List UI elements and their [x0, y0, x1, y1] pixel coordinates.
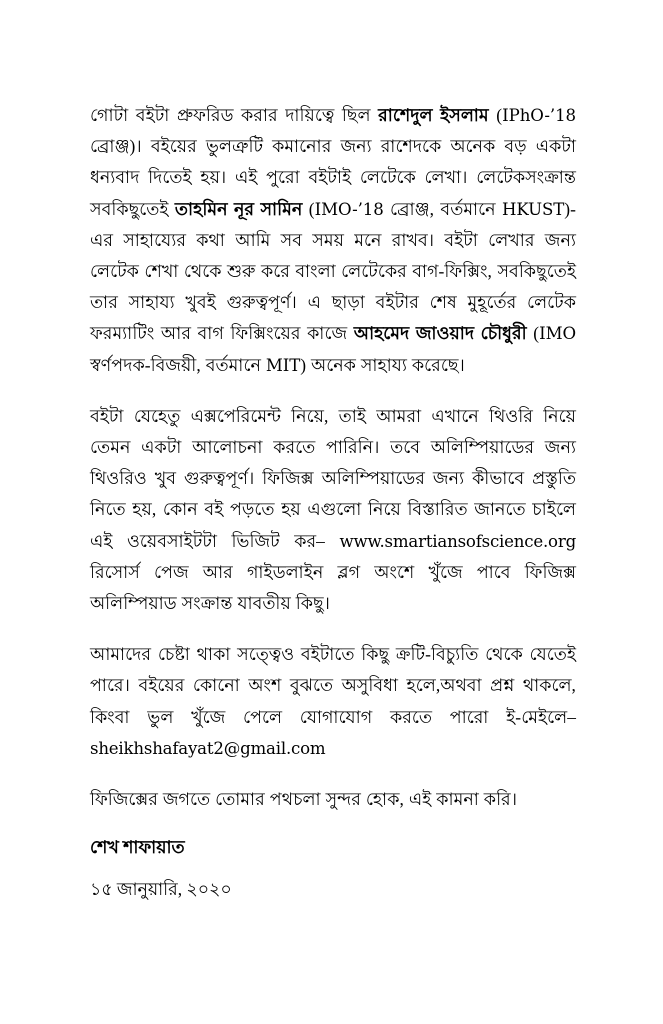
credential-ipho-2018: IPhO-’18: [502, 106, 576, 125]
ack-text-segment-2: (: [488, 105, 503, 125]
person-name-ahmed-jawad-chowdhury: আহমেদ জাওয়াদ চৌধুরী: [353, 323, 527, 344]
signature-date: ১৫ জানুয়ারি, ২০২০: [90, 879, 232, 900]
theory-text-segment-1: বইটা যেহেতু এক্সপেরিমেন্ট নিয়ে, তাই আমরা এখানে থিওরি নিয়ে তেমন একটা আলোচনা করতে পারিনি। তবে অলিম্পিয়াডের জন্য থিওরিও খুব গুরুত্বপূর্ণ। ফিজিক্স অলিম্পিয়াডের জন্য কীভাবে প্রস্তুতি নিতে হয়, কোন বই পড়তে হয় এগুলো নিয়ে বিস্তারিত জানতে চাইলে এই ওয়েবসাইটটা ভিজিট কর–: [90, 405, 576, 551]
contact-email-link[interactable]: sheikhshafayat2@gmail.com: [90, 738, 326, 758]
ack-text-segment-9: ) অনেক সাহায্য করেছে।: [300, 354, 465, 375]
signature-author-name: শেখ শাফায়াত: [90, 837, 185, 858]
person-name-tahmin-nur-samin: তাহমিন নূর সামিন: [174, 198, 303, 219]
paragraph-contact: [90, 639, 576, 764]
paragraph-closing-wish: ফিজিক্সের জগতে তোমার পথচলা সুন্দর হোক, এই কামনা করি।: [90, 789, 518, 810]
affiliation-hkust: HKUST: [502, 199, 565, 219]
ack-text-segment-8: স্বর্ণপদক-বিজয়ী, বর্তমানে: [90, 354, 266, 375]
website-url-link[interactable]: www.smartiansofscience.org: [339, 531, 576, 551]
ack-text-segment-6: )-এর সাহায্যের কথা আমি সব সময় মনে রাখব। বইটা লেখার জন্য লেটেক শেখা থেকে শুরু করে বাংলা লেটেকের বাগ-ফিক্সিং, সবকিছুতেই তার সাহায্য খুবই গুরুত্বপূর্ণ। এ ছাড়া বইটার শেষ মুহূর্তের লেটেক ফরম্যাটিং আর বাগ ফিক্সিংয়ের কাজে: [90, 198, 576, 344]
text-column: [90, 100, 576, 906]
person-name-rashedul-islam: রাশেদুল ইসলাম: [378, 105, 489, 125]
ack-text-segment-4: (: [302, 198, 315, 219]
credential-imo: IMO: [539, 324, 576, 344]
ack-text-segment-7: (: [526, 323, 540, 344]
contact-text-segment-1: আমাদের চেষ্টা থাকা সত্ত্বেও বইটাতে কিছু ক্রটি-বিচ্যুতি থেকে যেতেই পারে। বইয়ের কোনো অংশ বুঝতে অসুবিধা হলে,অথবা প্রশ্ন থাকলে, কিংবা ভুল খুঁজে পেলে যোগাযোগ করতে পারো ই-মেইলে–: [90, 644, 576, 727]
ack-text-segment-3: ব্রোঞ্জ)। বইয়ের ভুলত্রুটি কমানোর জন্য রাশেদকে অনেক বড় একটা ধন্যবাদ দিতেই হয়। এই পুরো বইটাই লেটেকে লেখা। লেটেকসংক্রান্ত সবকিছুতেই: [90, 136, 576, 219]
paragraph-acknowledgements: [90, 100, 576, 381]
theory-text-segment-2: রিসোর্স পেজ আর গাইডলাইন ব্লগ অংশে খুঁজে পাবে ফিজিক্স অলিম্পিয়াড সংক্রান্ত যাবতীয় কিছু।: [90, 561, 576, 614]
ack-text-segment-1: গোটা বইটা প্রুফরিড করার দায়িত্বে ছিল: [90, 105, 379, 125]
affiliation-mit: MIT: [265, 355, 301, 375]
paragraph-theory-resources: [90, 401, 576, 619]
credential-imo-2018: IMO-’18: [314, 199, 384, 219]
ack-text-segment-5: ব্রোঞ্জ, বর্তমানে: [383, 198, 502, 219]
